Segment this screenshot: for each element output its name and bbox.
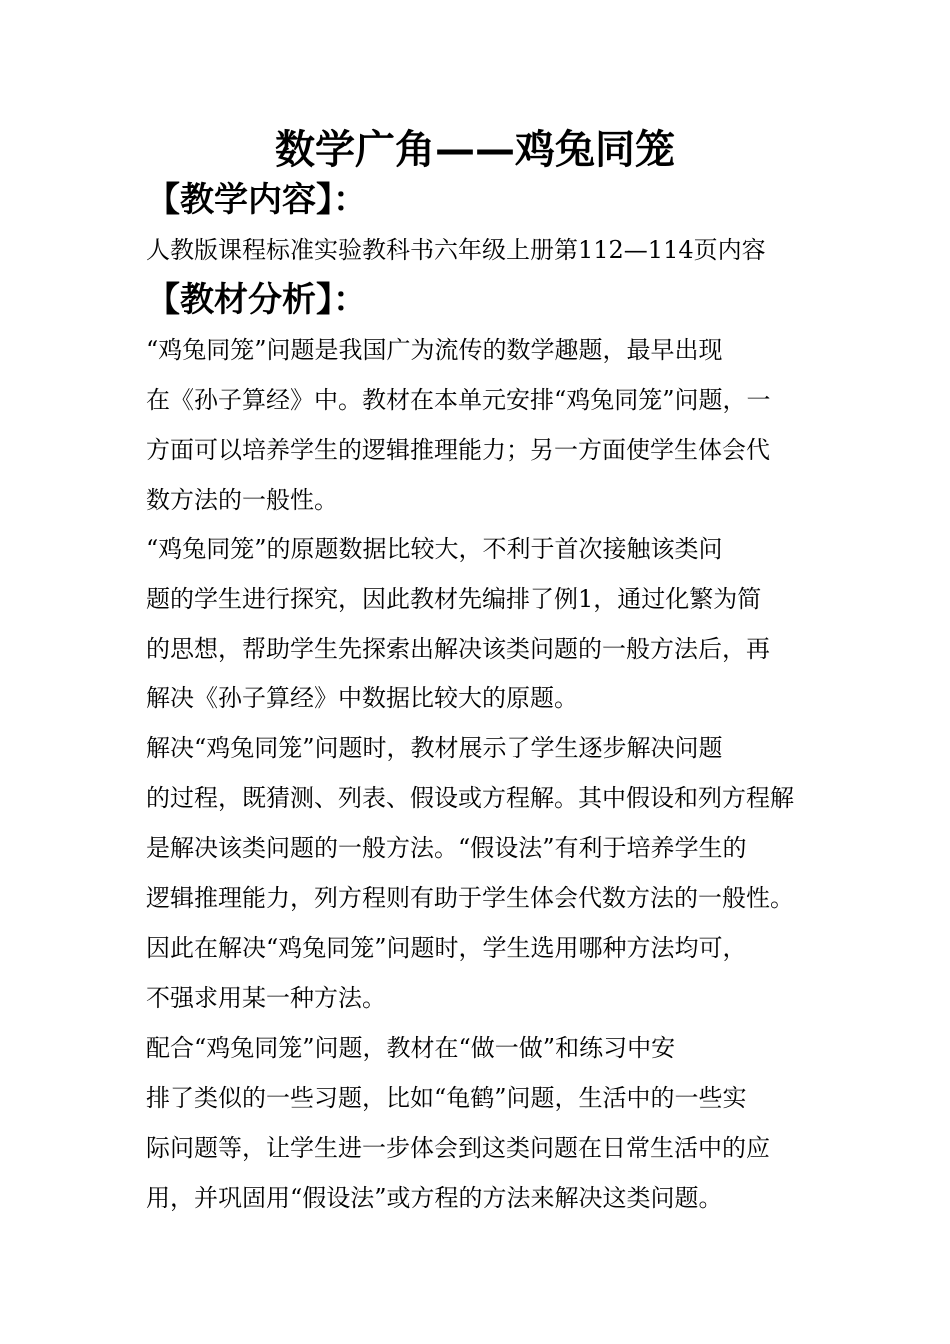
teaching-content-text: 人教版课程标准实验教科书六年级上册第112—114页内容 xyxy=(146,236,766,264)
paragraph-line: “鸡兔同笼”问题是我国广为流传的数学趣题，最早出现 xyxy=(146,336,723,364)
paragraph-line: 数方法的一般性。 xyxy=(146,486,338,514)
paragraph-line: 逻辑推理能力，列方程则有助于学生体会代数方法的一般性。 xyxy=(146,884,794,912)
document-title: 数学广角——鸡兔同笼 xyxy=(275,127,675,173)
heading-teaching-content: 【教学内容】： xyxy=(146,180,367,220)
paragraph-line: 不强求用某一种方法。 xyxy=(146,984,386,1012)
paragraph-line: 的过程，既猜测、列表、假设或方程解。其中假设和列方程解 xyxy=(146,784,794,812)
paragraph-line: 因此在解决“鸡兔同笼”问题时，学生选用哪种方法均可， xyxy=(146,934,747,962)
paragraph-line: 方面可以培养学生的逻辑推理能力；另一方面使学生体会代 xyxy=(146,436,770,464)
paragraph-line: 在《孙子算经》中。教材在本单元安排“鸡兔同笼”问题，一 xyxy=(146,386,771,414)
paragraph-line: 解决“鸡兔同笼”问题时，教材展示了学生逐步解决问题 xyxy=(146,734,723,762)
paragraph-line: 际问题等，让学生进一步体会到这类问题在日常生活中的应 xyxy=(146,1134,770,1162)
paragraph-line: 配合“鸡兔同笼”问题，教材在“做一做”和练习中安 xyxy=(146,1034,676,1062)
paragraph-line: 解决《孙子算经》中数据比较大的原题。 xyxy=(146,684,578,712)
paragraph-line: “鸡兔同笼”的原题数据比较大，不利于首次接触该类问 xyxy=(146,535,723,563)
paragraph-line: 的思想，帮助学生先探索出解决该类问题的一般方法后，再 xyxy=(146,635,770,663)
paragraph-line: 排了类似的一些习题，比如“龟鹤”问题，生活中的一些实 xyxy=(146,1084,747,1112)
paragraph-line: 用，并巩固用“假设法”或方程的方法来解决这类问题。 xyxy=(146,1184,723,1212)
paragraph-line: 题的学生进行探究，因此教材先编排了例1，通过化繁为简 xyxy=(146,585,762,613)
heading-material-analysis: 【教材分析】： xyxy=(146,280,367,320)
paragraph-line: 是解决该类问题的一般方法。“假设法”有利于培养学生的 xyxy=(146,834,747,862)
